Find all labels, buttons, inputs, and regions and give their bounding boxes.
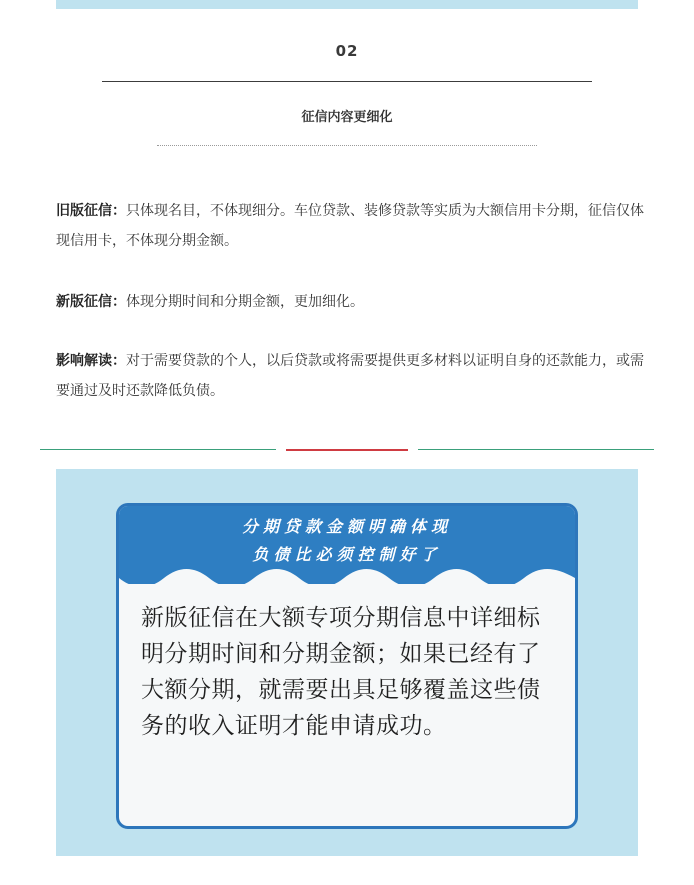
divider-right: [418, 449, 654, 450]
section-dotted-rule: [157, 145, 537, 146]
top-color-band: [56, 0, 638, 9]
paragraph-old-credit: [56, 196, 646, 256]
info-card: [116, 503, 578, 829]
card-header-line1: 分期贷款金额明确体现: [241, 517, 452, 536]
divider-center: [286, 449, 408, 451]
card-body-text: 新版征信在大额专项分期信息中详细标明分期时间和分期金额；如果已经有了大额分期，就需要出具足够覆盖这些债务的收入证明才能申请成功。: [141, 605, 541, 739]
paragraph-impact: [56, 346, 646, 406]
card-header-line2: 负债比必须控制好了: [252, 545, 442, 564]
section-number: 02: [335, 42, 359, 60]
paragraph-text: 体现分期时间和分期金额，更加细化。: [126, 294, 364, 310]
divider-left: [40, 449, 276, 450]
paragraph-new-credit: [56, 287, 646, 317]
paragraph-text: 只体现名目，不体现细分。车位贷款、装修贷款等实质为大额信用卡分期，征信仅体现信用卡，不体现分期金额。: [56, 203, 644, 249]
paragraph-label: 新版征信：: [56, 294, 126, 310]
section-rule: [102, 81, 592, 82]
section-title: 征信内容更细化: [301, 110, 393, 125]
paragraph-label: 旧版征信：: [56, 203, 126, 219]
paragraph-text: 对于需要贷款的个人，以后贷款或将需要提供更多材料以证明自身的还款能力，或需要通过及时还款降低负债。: [56, 353, 644, 399]
paragraph-label: 影响解读：: [56, 353, 126, 369]
wave-decoration: [119, 566, 575, 596]
